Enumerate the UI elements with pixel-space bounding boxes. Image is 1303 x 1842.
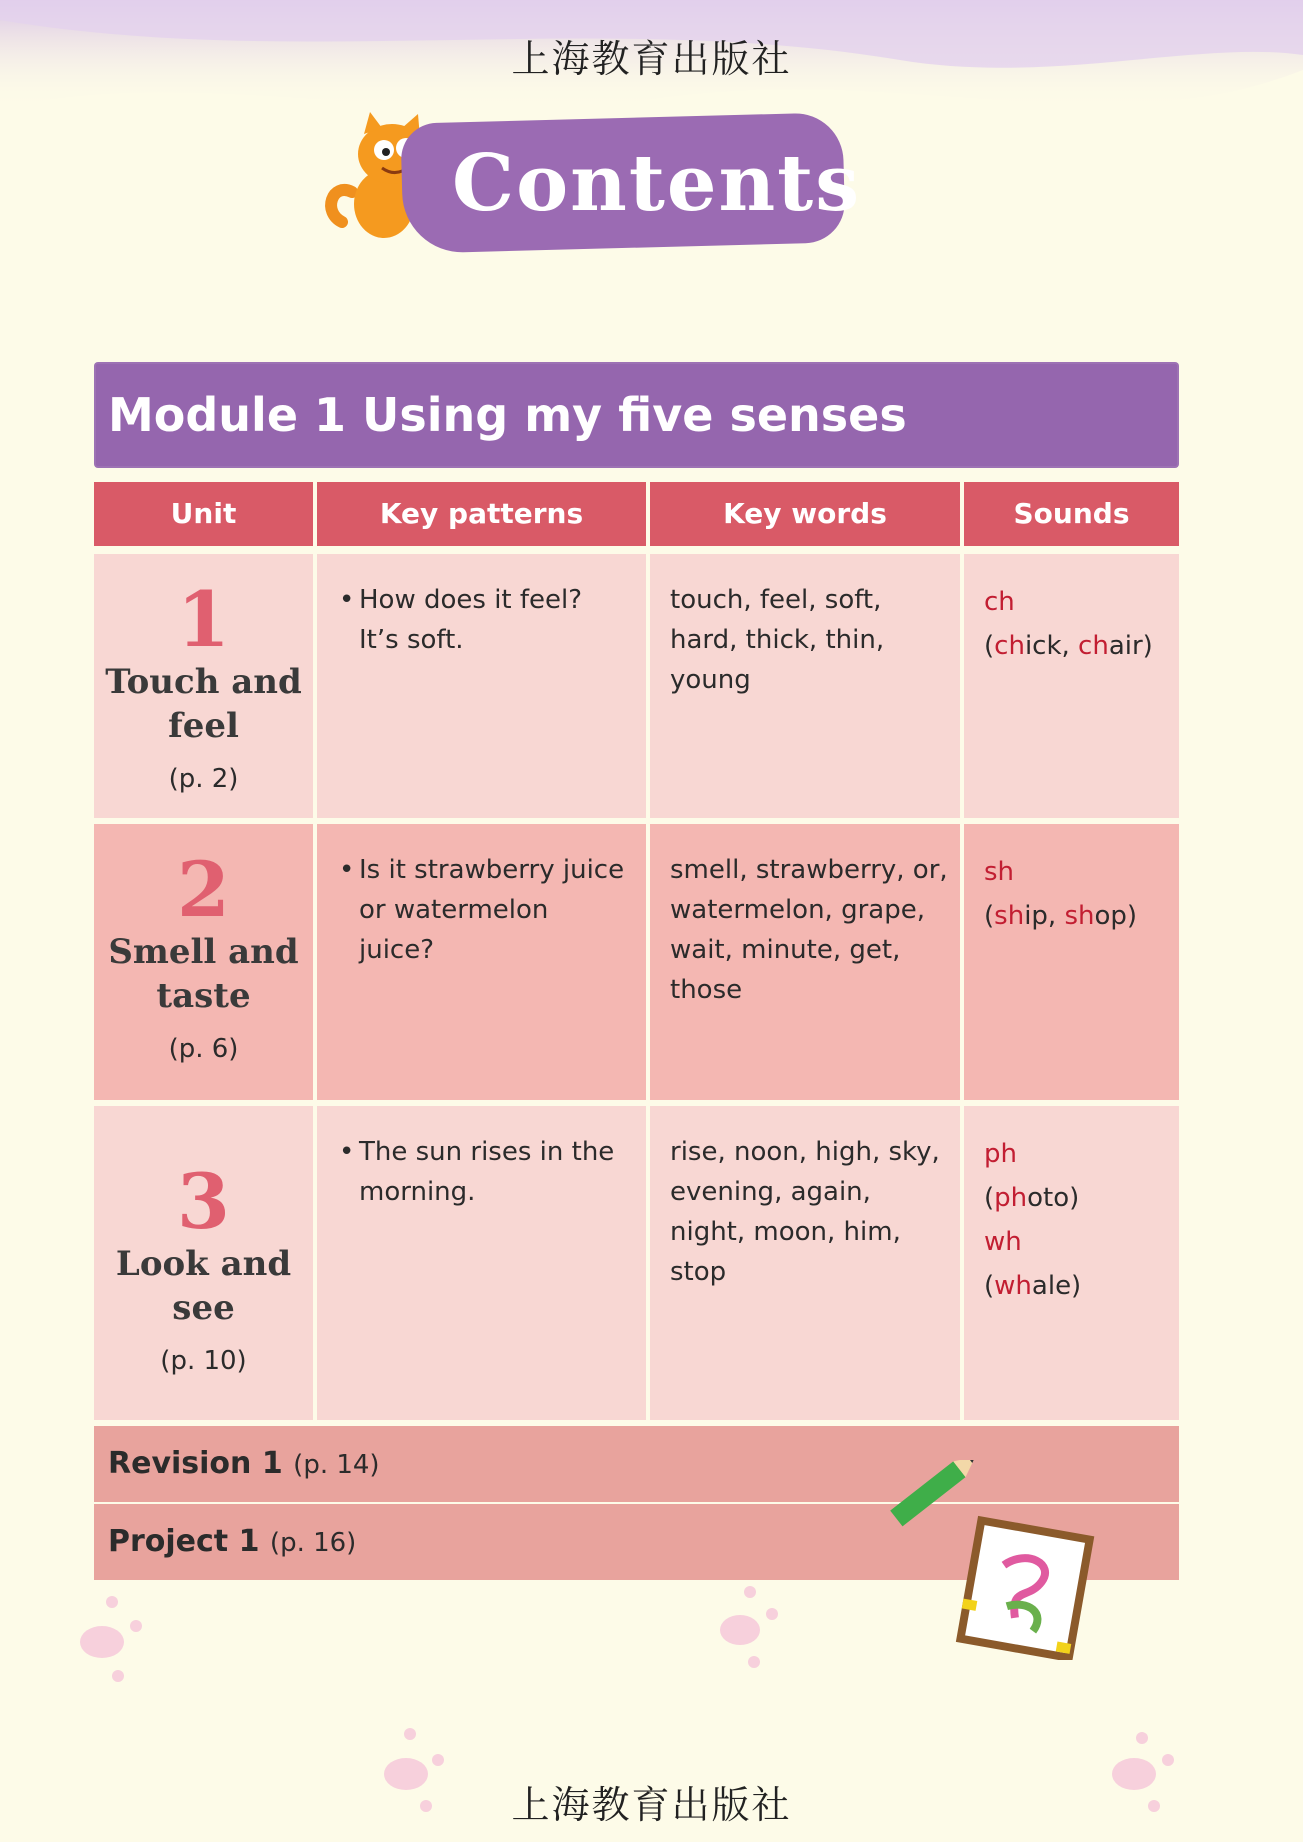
header-sounds: Sounds — [964, 482, 1179, 546]
sound-highlight: wh — [994, 1271, 1032, 1301]
unit-cell — [94, 1106, 313, 1420]
pattern-line: It’s soft. — [359, 625, 464, 655]
unit-cell — [94, 824, 313, 1100]
table-row-unit-1 — [94, 554, 1179, 818]
table-row-unit-2 — [94, 824, 1179, 1100]
sound-highlight: ch — [1078, 631, 1109, 661]
key-words-cell: smell, strawberry, or, watermelon, grape, wait, minute, get, those — [650, 824, 960, 1100]
revision-page: (p. 14) — [293, 1450, 380, 1480]
unit-number: 1 — [177, 575, 230, 664]
sound-example-text: ( — [984, 1271, 995, 1301]
bullet-icon: • — [339, 1137, 355, 1167]
sounds-cell — [964, 824, 1179, 1100]
publisher-name-top: 上海教育出版社 — [511, 37, 792, 81]
pattern-line: Is it strawberry juice or watermelon juice? — [359, 855, 625, 965]
unit-name: Look and see — [115, 1244, 292, 1328]
bullet-icon: • — [339, 855, 355, 885]
sound-example — [984, 1264, 1171, 1308]
sound-example — [984, 894, 1171, 938]
key-patterns-cell — [317, 554, 646, 818]
sound-example-text: ip, — [1024, 901, 1065, 931]
header-unit: Unit — [94, 482, 313, 546]
header-key-patterns: Key patterns — [317, 482, 646, 546]
module-title: Module 1 Using my five senses — [108, 388, 907, 442]
project-page: (p. 16) — [269, 1528, 357, 1558]
sound-example-text: ick, — [1024, 631, 1079, 661]
key-words-cell: rise, noon, high, sky, evening, again, night, moon, him, stop — [650, 1106, 960, 1420]
sound-highlight: ph — [994, 1183, 1028, 1213]
project-label: Project 1 — [108, 1524, 260, 1559]
unit-number: 3 — [177, 1157, 230, 1246]
unit-page: (p. 2) — [168, 764, 239, 794]
sound-highlight: sh — [994, 901, 1025, 931]
sound-example-text: ( — [984, 901, 995, 931]
pattern-line: The sun rises in the morning. — [359, 1137, 615, 1207]
sound-example-text: ( — [984, 631, 995, 661]
sound-example-text: op) — [1094, 901, 1138, 931]
pattern-line: How does it feel? — [359, 585, 583, 615]
table-header — [94, 482, 1179, 546]
key-patterns-cell — [317, 824, 646, 1100]
publisher-name-bottom: 上海教育出版社 — [511, 1783, 792, 1827]
unit-cell — [94, 554, 313, 818]
sounds-cell — [964, 554, 1179, 818]
table-row-unit-3 — [94, 1106, 1179, 1420]
paw-print-icon — [710, 1570, 790, 1680]
unit-page: (p. 6) — [168, 1034, 239, 1064]
sound-example — [984, 1176, 1171, 1220]
module-header — [94, 362, 1179, 468]
sound-highlight: ch — [994, 631, 1025, 661]
sound-example-text: oto) — [1027, 1183, 1080, 1213]
sound-letters: ph — [984, 1139, 1017, 1169]
unit-number: 2 — [177, 845, 230, 934]
key-patterns-cell — [317, 1106, 646, 1420]
contents-title: Contents — [452, 138, 862, 229]
key-words-cell: touch, feel, soft, hard, thick, thin, young — [650, 554, 960, 818]
paw-print-icon — [74, 1580, 154, 1690]
unit-name: Touch and feel — [105, 662, 302, 746]
sound-example-text: air) — [1108, 631, 1153, 661]
header-key-words: Key words — [650, 482, 960, 546]
sound-letters: sh — [984, 857, 1015, 887]
sound-highlight: sh — [1064, 901, 1095, 931]
sound-letters: wh — [984, 1227, 1022, 1257]
sound-letters: ch — [984, 587, 1015, 617]
sounds-cell — [964, 1106, 1179, 1420]
bullet-icon: • — [339, 585, 355, 615]
pencil-drawing-icon — [880, 1460, 1100, 1660]
sound-example-text: ( — [984, 1183, 995, 1213]
revision-label: Revision 1 — [108, 1446, 283, 1481]
sound-example — [984, 624, 1171, 668]
unit-name: Smell and taste — [108, 932, 299, 1016]
unit-page: (p. 10) — [160, 1346, 247, 1376]
sound-example-text: ale) — [1031, 1271, 1082, 1301]
